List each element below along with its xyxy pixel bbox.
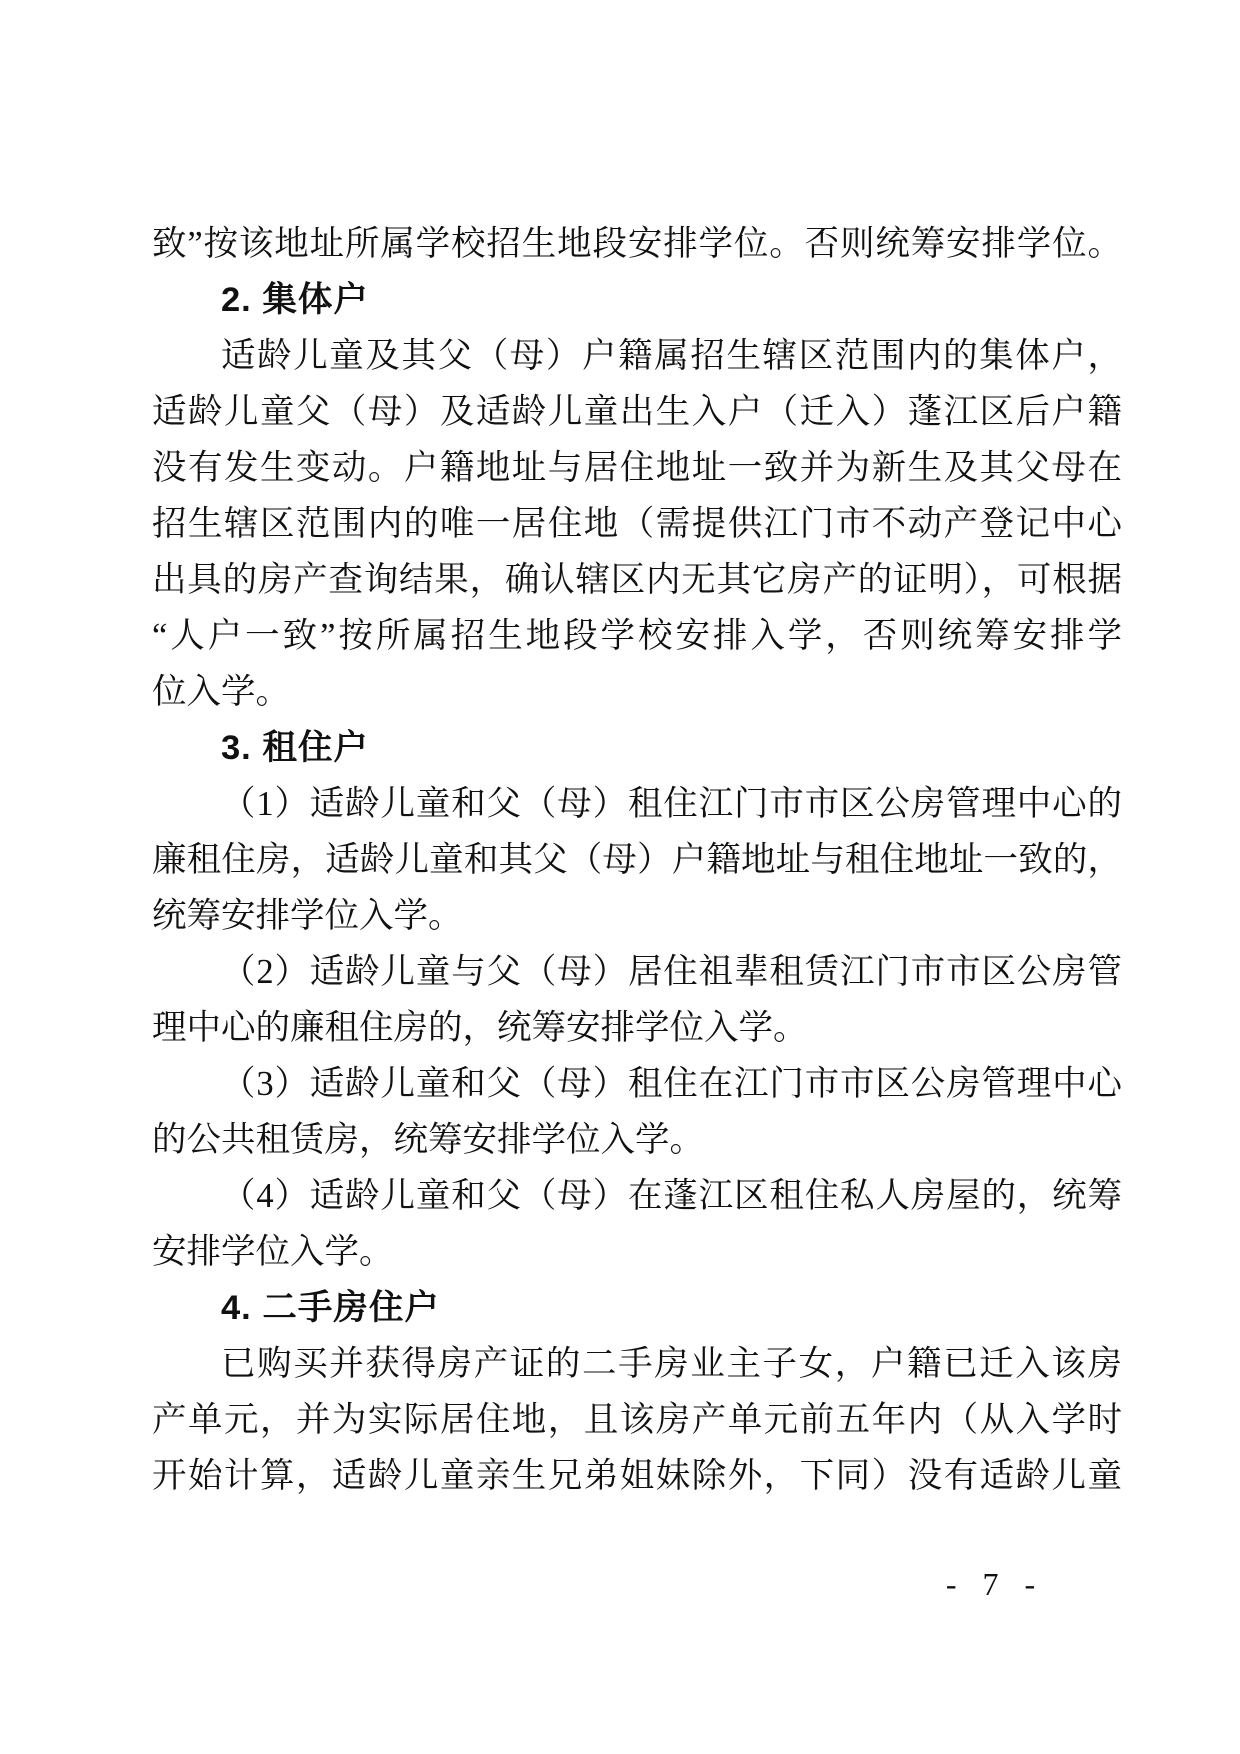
text-line: 出具的房产查询结果，确认辖区内无其它房产的证明），可根据 bbox=[152, 561, 1122, 599]
text-line: “人户一致”按所属招生地段学校安排入学，否则统筹安排学 bbox=[152, 617, 1122, 655]
section-heading: 3. 租住户 bbox=[221, 729, 369, 767]
text-line: （1）适龄儿童和父（母）租住江门市市区公房管理中心的 bbox=[221, 785, 1122, 823]
text-line: 产单元，并为实际居住地，且该房产单元前五年内（从入学时 bbox=[152, 1401, 1122, 1439]
section-heading: 2. 集体户 bbox=[221, 281, 369, 319]
text-line: 理中心的廉租住房的，统筹安排学位入学。 bbox=[152, 1009, 808, 1047]
text-line: （2）适龄儿童与父（母）居住祖辈租赁江门市市区公房管 bbox=[221, 953, 1122, 991]
section-heading: 4. 二手房住户 bbox=[221, 1289, 440, 1327]
text-line: 廉租住房，适龄儿童和其父（母）户籍地址与租住地址一致的， bbox=[152, 841, 1122, 879]
text-line: 招生辖区范围内的唯一居住地（需提供江门市不动产登记中心 bbox=[152, 505, 1122, 543]
page-number: - 7 - bbox=[945, 1566, 1045, 1602]
text-line: 开始计算，适龄儿童亲生兄弟姐妹除外，下同）没有适龄儿童 bbox=[152, 1457, 1122, 1495]
document-body bbox=[152, 216, 1122, 1504]
text-line: 适龄儿童及其父（母）户籍属招生辖区范围内的集体户， bbox=[221, 337, 1122, 375]
text-line: 致”按该地址所属学校招生地段安排学位。否则统筹安排学位。 bbox=[152, 225, 1122, 263]
text-line: 位入学。 bbox=[152, 673, 290, 711]
text-line: 已购买并获得房产证的二手房业主子女，户籍已迁入该房 bbox=[221, 1345, 1122, 1383]
text-line: 统筹安排学位入学。 bbox=[152, 897, 463, 935]
text-line: 安排学位入学。 bbox=[152, 1233, 394, 1271]
text-line: 的公共租赁房，统筹安排学位入学。 bbox=[152, 1121, 704, 1159]
text-line: 适龄儿童父（母）及适龄儿童出生入户（迁入）蓬江区后户籍 bbox=[152, 393, 1122, 431]
text-line: 没有发生变动。户籍地址与居住地址一致并为新生及其父母在 bbox=[152, 449, 1122, 487]
text-line: （3）适龄儿童和父（母）租住在江门市市区公房管理中心 bbox=[221, 1065, 1122, 1103]
text-line: （4）适龄儿童和父（母）在蓬江区租住私人房屋的，统筹 bbox=[221, 1177, 1122, 1215]
